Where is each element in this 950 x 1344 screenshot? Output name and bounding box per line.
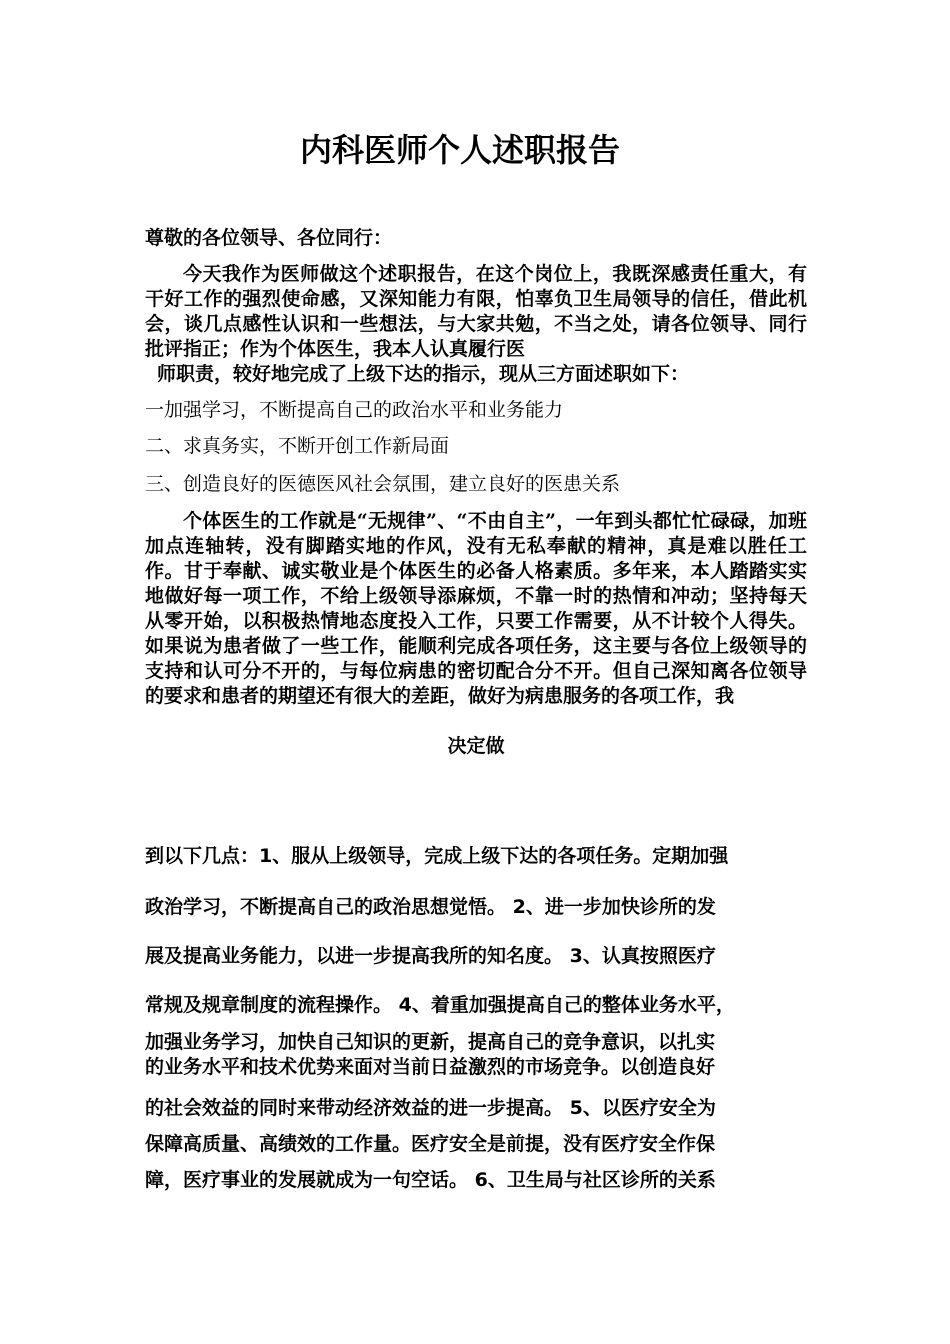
line-text: 、认真按照医疗 — [582, 945, 716, 967]
body-paragraph: 个体医生的工作就是“无规律”、“不由自主”，一年到头都忙忙碌碌，加班加点连轴转，没有脚踏实地的作风，没有无私奉献的精神，真是难以胜任工作。甘于奉献、诚实敬业是个体医生的必备人格素质。多年来，本人踏踏实实地做好每一项工作，不给上级领导添麻烦，不靠一时的热情和冲动；坚持每天从零开始，以积极热情地态度投入工作，只要工作需要，从不计较个人得失。如果说为患者做了一些工作，能顺利完成各项任务，这主要与各位上级领导的支持和认可分不开的，与每位病患的密切配合分不开。但自己深知离各位领导的要求和患者的期望还有很大的差距，做好为病患服务的各项工作，我 — [145, 510, 807, 707]
line-text: 、以医疗安全为 — [582, 1097, 716, 1119]
line-text: 的社会效益的同时来带动经济效益的进一步提高。 — [145, 1097, 564, 1119]
intro-paragraph — [145, 262, 807, 387]
section-heading-2: 二、求真务实，不断开创工作新局面 — [145, 435, 450, 457]
body-paragraph-tail: 决定做 — [447, 735, 505, 757]
line-text: 政治学习，不断提高自己的政治思想觉悟。 — [145, 896, 507, 918]
continuation-line — [145, 942, 810, 970]
line-text: 、服从上级领导，完成上级下达的各项任务。定期加强 — [272, 845, 729, 867]
item-number: 3 — [569, 945, 583, 967]
line-text: 保障高质量、高绩效的工作量。医疗安全是前提，没有医疗安全作保 — [145, 1133, 716, 1155]
line-text: 、着重加强提高自己的整体业务水平， — [411, 994, 735, 1016]
line-text: 障，医疗事业的发展就成为一句空话。 — [145, 1169, 469, 1191]
intro-paragraph-text: 今天我作为医师做这个述职报告，在这个岗位上，我既深感责任重大，有干好工作的强烈使命感，又深知能力有限，怕辜负卫生局领导的信任，借此机会，谈几点感性认识和一些想法，与大家共勉，不当之处，请各位领导、同行批评指正；作为个体医生，我本人认真履行医 — [145, 263, 807, 360]
line-text: 到以下几点： — [145, 845, 260, 867]
continuation-line — [145, 1166, 810, 1194]
continuation-line — [145, 991, 810, 1019]
intro-paragraph-last-line: 师职责，较好地完成了上级下达的指示，现从三方面述职如下： — [157, 363, 690, 385]
line-text: 加强业务学习，加快自己知识的更新，提高自己的竞争意识，以扎实 — [145, 1031, 716, 1053]
salutation: 尊敬的各位领导、各位同行： — [145, 227, 393, 249]
item-number: 5 — [569, 1097, 583, 1119]
continuation-line — [145, 1094, 810, 1122]
item-number: 4 — [398, 994, 412, 1016]
continuation-line — [145, 1053, 810, 1081]
line-text: 、进一步加快诊所的发 — [525, 896, 716, 918]
section-heading-1: 一加强学习，不断提高自己的政治水平和业务能力 — [145, 399, 564, 421]
item-number: 2 — [512, 896, 526, 918]
continuation-line — [145, 1028, 810, 1056]
continuation-line — [145, 1130, 810, 1158]
line-text: 常规及规章制度的流程操作。 — [145, 994, 393, 1016]
continuation-line — [145, 842, 810, 870]
line-text: 的业务水平和技术优势来面对当前日益激烈的市场竞争。以创造良好 — [145, 1056, 716, 1078]
line-text: 展及提高业务能力，以进一步提高我所的知名度。 — [145, 945, 564, 967]
item-number: 1 — [259, 845, 273, 867]
continuation-line — [145, 893, 810, 921]
item-number: 6 — [474, 1169, 488, 1191]
line-text: 、卫生局与社区诊所的关系 — [487, 1169, 716, 1191]
section-heading-3: 三、创造良好的医德医风社会氛围，建立良好的医患关系 — [145, 473, 621, 495]
document-title: 内科医师个人述职报告 — [299, 131, 620, 169]
